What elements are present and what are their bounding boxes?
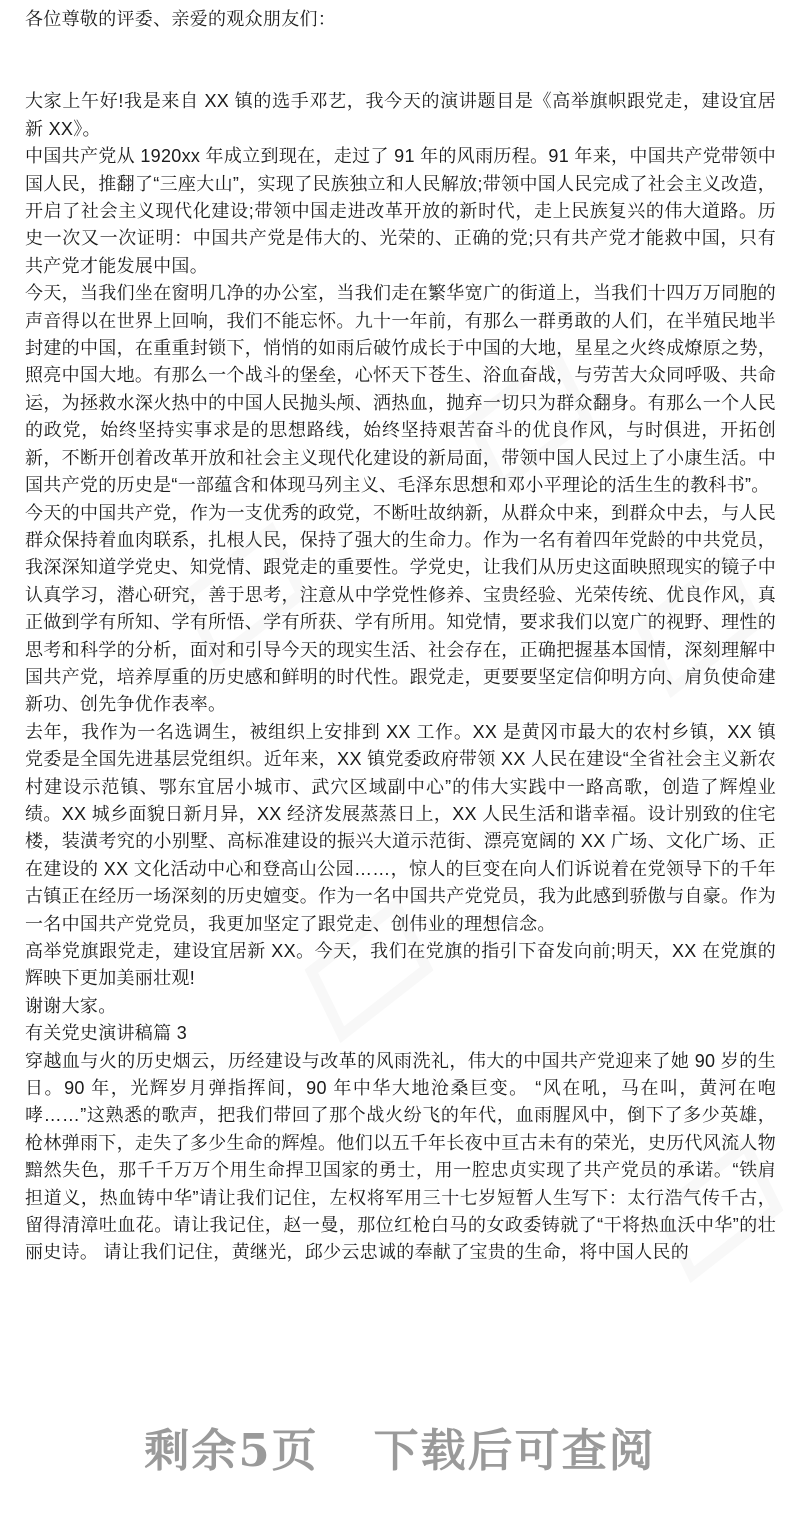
remaining-pages-label: 剩余5页 xyxy=(144,1424,319,1477)
speech-paragraph: 去年，我作为一名选调生，被组织上安排到 XX 工作。XX 是黄冈市最大的农村乡镇，XX 镇党委是全国先进基层党组织。近年来，XX 镇党委政府带领 XX 人民在建设“全省社会主义新农村建设示范镇、鄂东宜居小城市、武穴区域副中心”的伟大实践中一路高歌，创造了辉煌业绩。XX 城乡面貌日新月异，XX 经济发展蒸蒸日上，XX 人民生活和谐幸福。设计别致的住宅楼，装潢考究的小别墅、高标准建设的振兴大道示范街、漂亮宽阔的 XX 广场、文化广场、正在建设的 XX 文化活动中心和登高山公园……，惊人的巨变在向人们诉说着在党领导下的千年古镇正在经历一场深刻的历史嬗变。作为一名中国共产党党员，我为此感到骄傲与自豪。作为一名中国共产党党员，我更加坚定了跟党走、创伟业的理想信念。 xyxy=(25,721,776,934)
speech-paragraph: 穿越血与火的历史烟云，历经建设与改革的风雨洗礼，伟大的中国共产党迎来了她 90 岁的生日。90 年，光辉岁月弹指挥间，90 年中华大地沧桑巨变。 “风在吼，马在叫，黄河在咆哮……”这熟悉的歌声，把我们带回了那个战火纷飞的年代，血雨腥风中，倒下了多少英雄，枪林弹雨下，走失了多少生命的辉煌。他们以五千年长夜中亘古未有的荣光，史历代风流人物黯然失色，那千千万万个用生命捍卫国家的勇士，用一腔忠贞实现了共产党员的承诺。“铁肩担道义，热血铸中华”请让我们记住，左权将军用三十七岁短暂人生写下：太行浩气传千古，留得清漳吐血花。请让我记住，赵一曼，那位红枪白马的女政委铸就了“干将热血沃中华”的壮丽史诗。 请让我们记住，黄继光，邱少云忠诚的奉献了宝贵的生命，将中国人民的 xyxy=(25,1050,776,1263)
section-heading: 有关党史演讲稿篇 3 xyxy=(25,1023,188,1044)
salutation-line: 各位尊敬的评委、亲爱的观众朋友们： xyxy=(25,9,337,29)
speech-paragraph: 中国共产党从 1920xx 年成立到现在，走过了 91 年的风雨历程。91 年来，中国共产党带领中国人民，推翻了“三座大山”，实现了民族独立和人民解放;带领中国人民完成了社会主义改造，开启了社会主义现代化建设;带领中国走进改革开放的新时代，走上民族复兴的伟大道路。历史一次又一次证明：中国共产党是伟大的、光荣的、正确的党;只有共产党才能救中国，只有共产党才能发展中国。 xyxy=(25,146,776,276)
speech-intro-paragraph: 大家上午好!我是来自 XX 镇的选手邓艺，我今天的演讲题目是《高举旗帜跟党走，建设宜居新 XX》。 xyxy=(25,91,776,139)
speech-paragraph: 今天的中国共产党，作为一支优秀的政党，不断吐故纳新，从群众中来，到群众中去，与人民群众保持着血肉联系，扎根人民，保持了强大的生命力。作为一名有着四年党龄的中共党员，我深深知道学党史、知党情、跟党走的重要性。学党史，让我们从历史这面映照现实的镜子中认真学习，潜心研究，善于思考，注意从中学党性修养、宝贵经验、光荣传统、优良作风，真正做到学有所知、学有所悟、学有所获、学有所用。知党情，要求我们以宽广的视野、理性的思考和科学的分析，面对和引导今天的现实生活、社会存在，正确把握基本国情，深刻理解中国共产党，培养厚重的历史感和鲜明的时代性。跟党走，更要要坚定信仰明方向、肩负使命建新功、创先争优作表率。 xyxy=(25,502,776,715)
speech-paragraph: 今天，当我们坐在窗明几净的办公室，当我们走在繁华宽广的街道上，当我们十四万万同胞的声音得以在世界上回响，我们不能忘怀。九十一年前，有那么一群勇敢的人们，在半殖民地半封建的中国，在重重封锁下，悄悄的如雨后破竹成长于中国的大地，星星之火终成燎原之势，照亮中国大地。有那么一个战斗的堡垒，心怀天下苍生、浴血奋战，与劳苦大众同呼吸、共命运，为拯救水深火热中的中国人民抛头颅、洒热血，抛弃一切只为群众翻身。有那么一个人民的政党，始终坚持实事求是的思想路线，始终坚持艰苦奋斗的优良作风，与时俱进，开拓创新，不断开创着改革开放和社会主义现代化建设的新局面，带领中国人民过上了小康生活。中国共产党的历史是“一部蕴含和体现马列主义、毛泽东思想和邓小平理论的活生生的教科书”。 xyxy=(25,283,776,496)
download-hint-label: 下载后可查阅 xyxy=(373,1424,656,1477)
thanks-line: 谢谢大家。 xyxy=(25,995,117,1016)
document-text xyxy=(25,6,776,1267)
download-notice xyxy=(0,1414,800,1479)
speech-closing-paragraph: 高举党旗跟党走，建设宜居新 XX。今天，我们在党旗的指引下奋发向前;明天，XX 在党旗的辉映下更加美丽壮观! xyxy=(25,941,776,989)
